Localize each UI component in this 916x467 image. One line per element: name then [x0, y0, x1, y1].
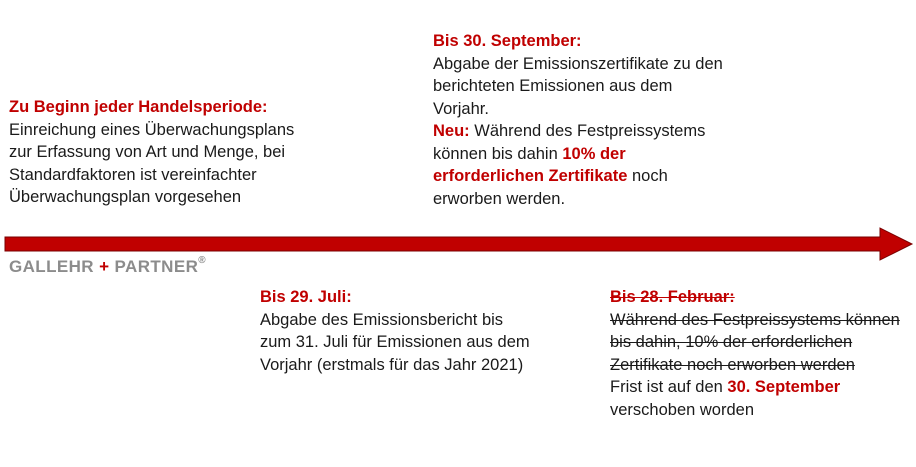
milestone-text-line: Abgabe der Emissionszertifikate zu den — [433, 54, 723, 73]
frist-text: Frist ist auf den — [610, 378, 728, 396]
timeline-arrow-shape — [5, 228, 912, 260]
neu-line-2 — [433, 143, 753, 166]
neu-highlight: erforderlichen Zertifikate — [433, 167, 628, 185]
milestone-heading-struck: Bis 28. Februar: — [610, 288, 735, 306]
milestone-text-line: Abgabe des Emissionsbericht bis — [260, 310, 504, 329]
neu-line-3 — [433, 165, 753, 188]
struck-text-line: bis dahin, 10% der erforderlichen — [610, 333, 853, 351]
frist-line — [610, 376, 910, 399]
milestone-heading: Bis 30. September: — [433, 32, 582, 50]
neu-line-1 — [433, 120, 753, 143]
milestone-heading: Zu Beginn jeder Handelsperiode: — [9, 98, 268, 116]
struck-text-line: Zertifikate noch erworben werden — [610, 355, 855, 374]
milestone-30-september — [433, 30, 753, 210]
neu-label: Neu: — [433, 122, 470, 140]
milestone-text-line: Vorjahr (erstmals für das Jahr 2021) — [260, 355, 524, 374]
frist-highlight: 30. September — [727, 378, 841, 396]
milestone-29-juli — [260, 286, 580, 376]
milestone-text-line: Einreichung eines Überwachungsplans — [9, 120, 295, 139]
neu-line-4: erworben werden. — [433, 189, 566, 208]
logo-registered-mark: ® — [198, 255, 207, 266]
milestone-text-line: Standardfaktoren ist vereinfachter — [9, 165, 257, 184]
milestone-handelsperiode — [9, 96, 339, 209]
neu-text: Während des Festpreissystems — [469, 122, 706, 140]
milestone-text-line: Überwachungsplan vorgesehen — [9, 188, 242, 206]
neu-text: noch — [627, 167, 668, 185]
logo-plus: + — [99, 257, 110, 276]
neu-text: können bis dahin — [433, 144, 563, 163]
milestone-text-line: zum 31. Juli für Emissionen aus dem — [260, 333, 530, 351]
milestone-text-line: berichteten Emissionen aus dem — [433, 77, 673, 95]
milestone-heading: Bis 29. Juli: — [260, 288, 352, 306]
neu-highlight: 10% der — [562, 144, 626, 163]
gallehr-partner-logo — [9, 257, 206, 277]
milestone-text-line: Vorjahr. — [433, 99, 489, 118]
frist-line-end: verschoben worden — [610, 400, 755, 419]
struck-text-line: Während des Festpreissystems können — [610, 310, 900, 329]
logo-text-gallehr: GALLEHR — [9, 257, 94, 276]
milestone-28-februar — [610, 286, 910, 421]
milestone-text-line: zur Erfassung von Art und Menge, bei — [9, 143, 286, 161]
logo-text-partner: PARTNER — [114, 257, 199, 276]
